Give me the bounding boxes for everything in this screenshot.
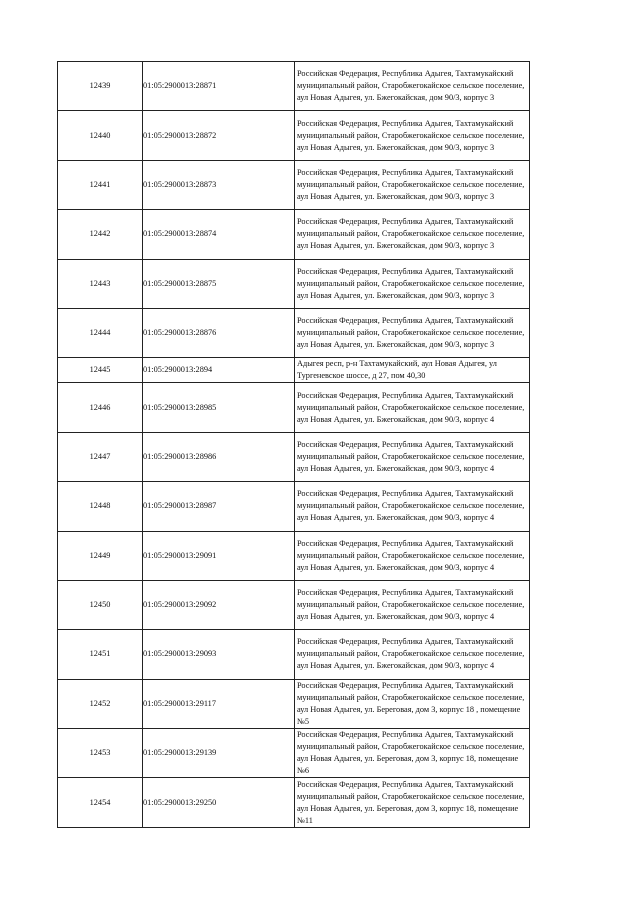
row-number-cell: 12452 xyxy=(58,679,143,728)
address-cell xyxy=(295,531,530,580)
registry-table-body xyxy=(58,62,530,828)
address-text: Российская Федерация, Республика Адыгея, Тахтамукайский муниципальный район, Старобжегокайское сельское поселение, аул Новая Адыгея, ул. Бжегокайская, дом 90/3, корпус 3 xyxy=(297,316,525,350)
cadastral-number-cell xyxy=(143,259,295,308)
table-row xyxy=(58,383,530,432)
cadastral-number-text: 01:05:2900013:29092 xyxy=(143,600,217,610)
cadastral-number-cell xyxy=(143,778,295,827)
row-number-cell: 12451 xyxy=(58,630,143,679)
table-row xyxy=(58,482,530,531)
address-cell xyxy=(295,259,530,308)
address-cell xyxy=(295,432,530,481)
row-number-cell: 12441 xyxy=(58,160,143,209)
cadastral-number-cell xyxy=(143,729,295,778)
table-row xyxy=(58,358,530,383)
cadastral-number-text: 01:05:2900013:29093 xyxy=(143,649,217,659)
address-cell xyxy=(295,580,530,629)
address-cell xyxy=(295,210,530,259)
cadastral-number-cell xyxy=(143,482,295,531)
address-cell xyxy=(295,729,530,778)
row-number-cell: 12444 xyxy=(58,308,143,357)
row-number-cell: 12445 xyxy=(58,358,143,383)
cadastral-number-cell xyxy=(143,580,295,629)
address-cell xyxy=(295,778,530,827)
cadastral-number-text: 01:05:2900013:28876 xyxy=(143,328,217,338)
cadastral-number-text: 01:05:2900013:28872 xyxy=(143,130,217,140)
cadastral-number-cell xyxy=(143,531,295,580)
cadastral-number-text: 01:05:2900013:28987 xyxy=(143,501,217,511)
cadastral-number-text: 01:05:2900013:29139 xyxy=(143,748,217,758)
address-text: Российская Федерация, Республика Адыгея, Тахтамукайский муниципальный район, Старобжегокайское сельское поселение, аул Новая Адыгея, ул. Береговая, дом 3, корпус 18, помещение №11 xyxy=(297,779,525,825)
cadastral-number-text: 01:05:2900013:29250 xyxy=(143,797,217,807)
address-cell xyxy=(295,358,530,383)
address-text: Российская Федерация, Республика Адыгея, Тахтамукайский муниципальный район, Старобжегокайское сельское поселение, аул Новая Адыгея, ул. Бжегокайская, дом 90/3, корпус 4 xyxy=(297,439,525,473)
address-text: Российская Федерация, Республика Адыгея, Тахтамукайский муниципальный район, Старобжегокайское сельское поселение, аул Новая Адыгея, ул. Бжегокайская, дом 90/3, корпус 4 xyxy=(297,588,525,622)
address-text: Адыгея респ, р-н Тахтамукайский, аул Новая Адыгея, ул Тургеневское шоссе, д 27, пом 40,30 xyxy=(297,359,497,381)
table-row xyxy=(58,308,530,357)
row-number-cell: 12439 xyxy=(58,62,143,111)
row-number-cell: 12443 xyxy=(58,259,143,308)
table-row xyxy=(58,432,530,481)
address-cell xyxy=(295,482,530,531)
address-cell xyxy=(295,160,530,209)
address-text: Российская Федерация, Республика Адыгея, Тахтамукайский муниципальный район, Старобжегокайское сельское поселение, аул Новая Адыгея, ул. Бжегокайская, дом 90/3, корпус 4 xyxy=(297,538,525,572)
registry-table xyxy=(57,61,530,828)
table-row xyxy=(58,210,530,259)
cadastral-number-cell xyxy=(143,160,295,209)
table-row xyxy=(58,729,530,778)
address-text: Российская Федерация, Республика Адыгея, Тахтамукайский муниципальный район, Старобжегокайское сельское поселение, аул Новая Адыгея, ул. Бжегокайская, дом 90/3, корпус 4 xyxy=(297,489,525,523)
table-row xyxy=(58,259,530,308)
table-row xyxy=(58,778,530,827)
address-text: Российская Федерация, Республика Адыгея, Тахтамукайский муниципальный район, Старобжегокайское сельское поселение, аул Новая Адыгея, ул. Бжегокайская, дом 90/3, корпус 4 xyxy=(297,390,525,424)
row-number-cell: 12440 xyxy=(58,111,143,160)
row-number-cell: 12448 xyxy=(58,482,143,531)
row-number-cell: 12442 xyxy=(58,210,143,259)
cadastral-number-cell xyxy=(143,679,295,728)
address-cell xyxy=(295,630,530,679)
cadastral-number-cell xyxy=(143,358,295,383)
cadastral-number-cell xyxy=(143,432,295,481)
row-number-cell: 12453 xyxy=(58,729,143,778)
cadastral-number-text: 01:05:2900013:28875 xyxy=(143,278,217,288)
cadastral-number-text: 01:05:2900013:28871 xyxy=(143,81,217,91)
row-number-cell: 12454 xyxy=(58,778,143,827)
table-row xyxy=(58,62,530,111)
row-number-cell: 12446 xyxy=(58,383,143,432)
cadastral-number-text: 01:05:2900013:28873 xyxy=(143,179,217,189)
address-text: Российская Федерация, Республика Адыгея, Тахтамукайский муниципальный район, Старобжегокайское сельское поселение, аул Новая Адыгея, ул. Бжегокайская, дом 90/3, корпус 4 xyxy=(297,637,525,671)
address-cell xyxy=(295,679,530,728)
address-text: Российская Федерация, Республика Адыгея, Тахтамукайский муниципальный район, Старобжегокайское сельское поселение, аул Новая Адыгея, ул. Береговая, дом 3, корпус 18 , помещение №5 xyxy=(297,680,525,726)
address-cell xyxy=(295,308,530,357)
cadastral-number-text: 01:05:2900013:29091 xyxy=(143,550,217,560)
row-number-cell: 12449 xyxy=(58,531,143,580)
cadastral-number-cell xyxy=(143,630,295,679)
cadastral-number-cell xyxy=(143,210,295,259)
row-number-cell: 12447 xyxy=(58,432,143,481)
table-row xyxy=(58,160,530,209)
cadastral-number-cell xyxy=(143,308,295,357)
address-cell xyxy=(295,383,530,432)
cadastral-number-text: 01:05:2900013:29117 xyxy=(143,698,216,708)
table-row xyxy=(58,679,530,728)
cadastral-number-text: 01:05:2900013:28985 xyxy=(143,402,217,412)
table-row xyxy=(58,630,530,679)
cadastral-number-text: 01:05:2900013:28986 xyxy=(143,451,217,461)
address-text: Российская Федерация, Республика Адыгея, Тахтамукайский муниципальный район, Старобжегокайское сельское поселение, аул Новая Адыгея, ул. Береговая, дом 3, корпус 18, помещение №6 xyxy=(297,730,525,776)
cadastral-number-text: 01:05:2900013:2894 xyxy=(143,365,213,375)
table-row xyxy=(58,580,530,629)
cadastral-number-cell xyxy=(143,62,295,111)
address-text: Российская Федерация, Республика Адыгея, Тахтамукайский муниципальный район, Старобжегокайское сельское поселение, аул Новая Адыгея, ул. Бжегокайская, дом 90/3, корпус 3 xyxy=(297,167,525,201)
cadastral-number-cell xyxy=(143,383,295,432)
address-text: Российская Федерация, Республика Адыгея, Тахтамукайский муниципальный район, Старобжегокайское сельское поселение, аул Новая Адыгея, ул. Бжегокайская, дом 90/3, корпус 3 xyxy=(297,118,525,152)
address-cell xyxy=(295,111,530,160)
table-row xyxy=(58,111,530,160)
address-text: Российская Федерация, Республика Адыгея, Тахтамукайский муниципальный район, Старобжегокайское сельское поселение, аул Новая Адыгея, ул. Бжегокайская, дом 90/3, корпус 3 xyxy=(297,217,525,251)
cadastral-number-text: 01:05:2900013:28874 xyxy=(143,229,217,239)
row-number-cell: 12450 xyxy=(58,580,143,629)
address-cell xyxy=(295,62,530,111)
cadastral-number-cell xyxy=(143,111,295,160)
address-text: Российская Федерация, Республика Адыгея, Тахтамукайский муниципальный район, Старобжегокайское сельское поселение, аул Новая Адыгея, ул. Бжегокайская, дом 90/3, корпус 3 xyxy=(297,69,525,103)
table-row xyxy=(58,531,530,580)
address-text: Российская Федерация, Республика Адыгея, Тахтамукайский муниципальный район, Старобжегокайское сельское поселение, аул Новая Адыгея, ул. Бжегокайская, дом 90/3, корпус 3 xyxy=(297,266,525,300)
